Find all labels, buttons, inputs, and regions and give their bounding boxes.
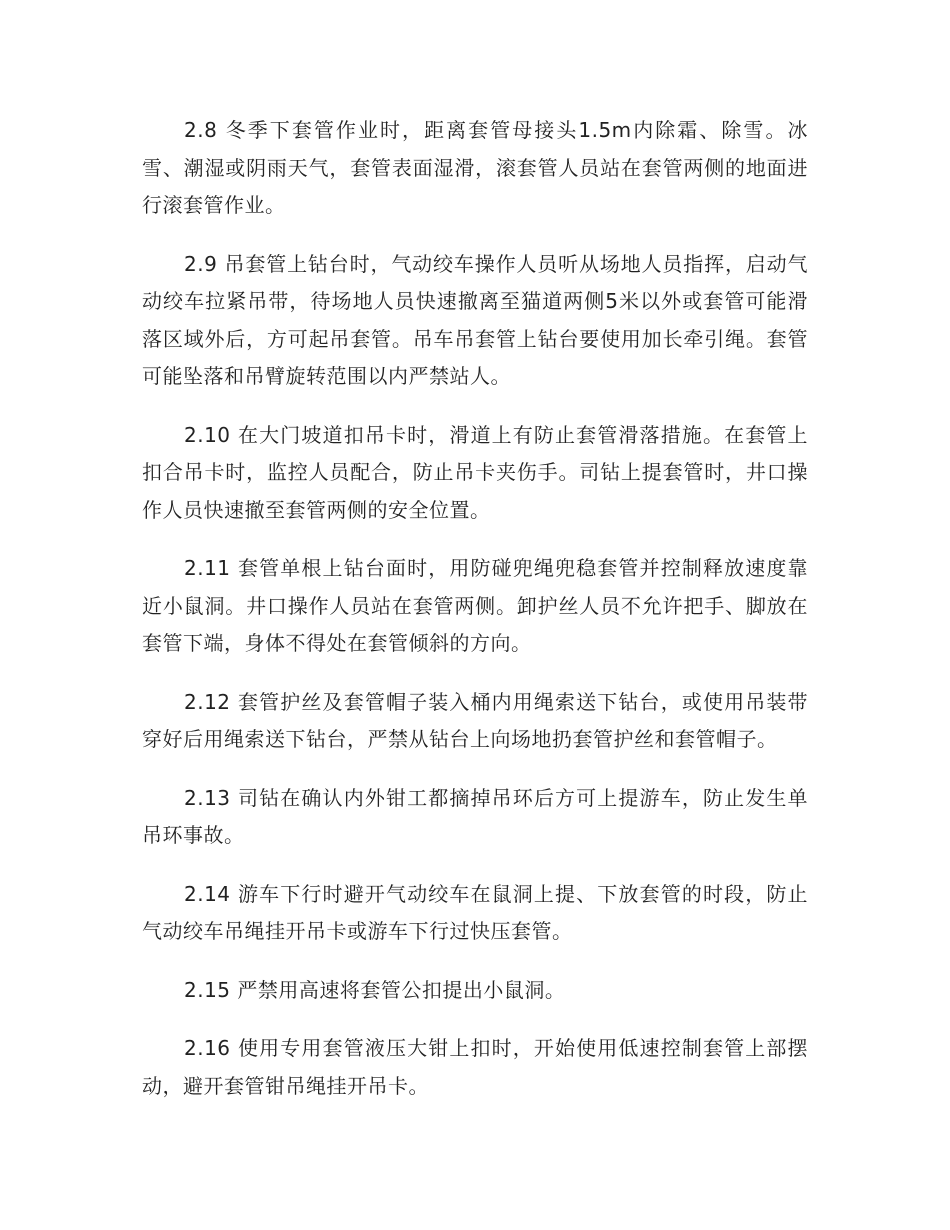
- paragraph-2-16: 2.16 使用专用套管液压大钳上扣时，开始使用低速控制套管上部摆动，避开套管钳吊绳挂开吊卡。: [142, 1036, 808, 1098]
- paragraph-2-15: 2.15 严禁用高速将套管公扣提出小鼠洞。: [184, 977, 566, 1002]
- paragraph-2-10: 2.10 在大门坡道扣吊卡时，滑道上有防止套管滑落措施。在套管上扣合吊卡时，监控人员配合，防止吊卡夹伤手。司钻上提套管时，井口操作人员快速撤至套管两侧的安全位置。: [142, 422, 808, 522]
- paragraph-2-14: 2.14 游车下行时避开气动绞车在鼠洞上提、下放套管的时段，防止气动绞车吊绳挂开吊卡或游车下行过快压套管。: [142, 881, 808, 943]
- paragraph-2-9: 2.9 吊套管上钻台时，气动绞车操作人员听从场地人员指挥，启动气动绞车拉紧吊带，待场地人员快速撤离至猫道两侧5米以外或套管可能滑落区域外后，方可起吊套管。吊车吊套管上钻台要使用加长牵引绳。套管可能坠落和吊臂旋转范围以内严禁站人。: [142, 251, 808, 388]
- paragraph-2-13: 2.13 司钻在确认内外钳工都摘掉吊环后方可上提游车，防止发生单吊环事故。: [142, 785, 808, 847]
- paragraph-2-12: 2.12 套管护丝及套管帽子装入桶内用绳索送下钻台，或使用吊装带穿好后用绳索送下钻台，严禁从钻台上向场地扔套管护丝和套管帽子。: [142, 689, 808, 751]
- document-body: [142, 112, 808, 1126]
- paragraph-2-11: 2.11 套管单根上钻台面时，用防碰兜绳兜稳套管并控制释放速度靠近小鼠洞。井口操作人员站在套管两侧。卸护丝人员不允许把手、脚放在套管下端，身体不得处在套管倾斜的方向。: [142, 556, 808, 655]
- paragraph-2-8: 2.8 冬季下套管作业时，距离套管母接头1.5m内除霜、除雪。冰雪、潮湿或阴雨天气，套管表面湿滑，滚套管人员站在套管两侧的地面进行滚套管作业。: [142, 118, 808, 217]
